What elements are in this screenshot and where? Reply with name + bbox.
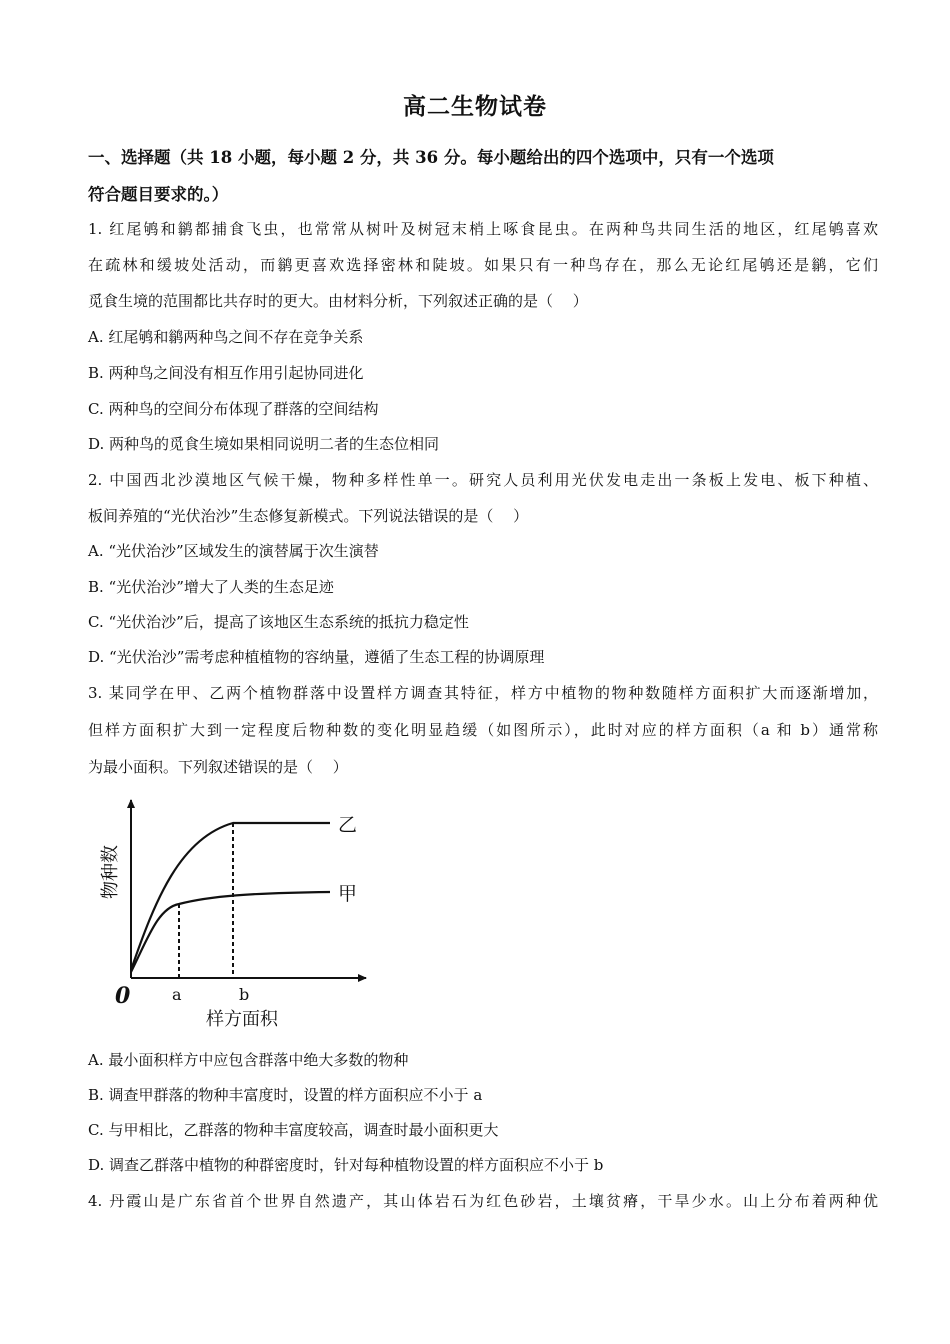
question-1-option-c: C. 两种鸟的空间分布体现了群落的空间结构 bbox=[88, 400, 379, 418]
question-2-option-c: C. “光伏治沙”后，提高了该地区生态系统的抵抗力稳定性 bbox=[88, 613, 469, 631]
y-axis-label: 物种数 bbox=[100, 845, 121, 899]
question-1-stem-line-1: 1. 红尾鸲和鹟都捕食飞虫，也常常从树叶及树冠末梢上啄食昆虫。在两种鸟共同生活的地区，红尾鸲喜欢 bbox=[88, 220, 878, 238]
question-2-stem-line-2: 板间养殖的“光伏治沙”生态修复新模式。下列说法错误的是（ ） bbox=[88, 507, 529, 525]
section-heading-line-1: 一、选择题（共 18 小题，每小题 2 分，共 36 分。每小题给出的四个选项中，只有一个选项 bbox=[88, 148, 774, 167]
x-tick-b: b bbox=[239, 985, 250, 1004]
question-3-option-d: D. 调查乙群落中植物的种群密度时，针对每种植物设置的样方面积应不小于 b bbox=[88, 1156, 604, 1174]
question-3-option-b: B. 调查甲群落的物种丰富度时，设置的样方面积应不小于 a bbox=[88, 1086, 483, 1104]
origin-label: 0 bbox=[115, 983, 131, 1009]
question-1-option-d: D. 两种鸟的觅食生境如果相同说明二者的生态位相同 bbox=[88, 435, 440, 453]
question-1-stem-line-3: 觅食生境的范围都比共存时的更大。由材料分析，下列叙述正确的是（ ） bbox=[88, 292, 588, 310]
question-3-option-c: C. 与甲相比，乙群落的物种丰富度较高，调查时最小面积更大 bbox=[88, 1121, 499, 1139]
section-heading-line-2: 符合题目要求的。） bbox=[88, 185, 229, 204]
question-2-option-d: D. “光伏治沙”需考虑种植植物的容纳量，遵循了生态工程的协调原理 bbox=[88, 648, 545, 666]
question-3-stem-line-1: 3. 某同学在甲、乙两个植物群落中设置样方调查其特征，样方中植物的物种数随样方面积扩大而逐渐增加， bbox=[88, 684, 878, 702]
series-label-yi: 乙 bbox=[338, 814, 358, 836]
question-1-option-b: B. 两种鸟之间没有相互作用引起协同进化 bbox=[88, 364, 364, 382]
question-2-option-a: A. “光伏治沙”区域发生的演替属于次生演替 bbox=[88, 542, 379, 560]
x-axis-label: 样方面积 bbox=[206, 1009, 278, 1030]
species-area-chart bbox=[100, 790, 380, 1035]
question-2-stem-line-1: 2. 中国西北沙漠地区气候干燥，物种多样性单一。研究人员利用光伏发电走出一条板上发电、板下种植、 bbox=[88, 471, 878, 489]
question-4-stem-line-1: 4. 丹霞山是广东省首个世界自然遗产，其山体岩石为红色砂岩，土壤贫瘠，干旱少水。山上分布着两种优 bbox=[88, 1192, 878, 1210]
question-1-stem-line-2: 在疏林和缓坡处活动，而鹟更喜欢选择密林和陡坡。如果只有一种鸟存在，那么无论红尾鸲还是鹟，它们 bbox=[88, 256, 878, 274]
question-3-option-a: A. 最小面积样方中应包含群落中绝大多数的物种 bbox=[88, 1051, 409, 1069]
curve-jia bbox=[131, 892, 330, 972]
question-3-stem-line-2: 但样方面积扩大到一定程度后物种数的变化明显趋缓（如图所示），此时对应的样方面积（a 和 b）通常称 bbox=[88, 721, 878, 739]
question-3-stem-line-3: 为最小面积。下列叙述错误的是（ ） bbox=[88, 758, 348, 776]
x-tick-a: a bbox=[172, 985, 182, 1004]
page-title: 高二生物试卷 bbox=[403, 93, 547, 120]
series-label-jia: 甲 bbox=[338, 883, 358, 905]
question-1-option-a: A. 红尾鸲和鹟两种鸟之间不存在竞争关系 bbox=[88, 328, 364, 346]
question-2-option-b: B. “光伏治沙”增大了人类的生态足迹 bbox=[88, 578, 334, 596]
